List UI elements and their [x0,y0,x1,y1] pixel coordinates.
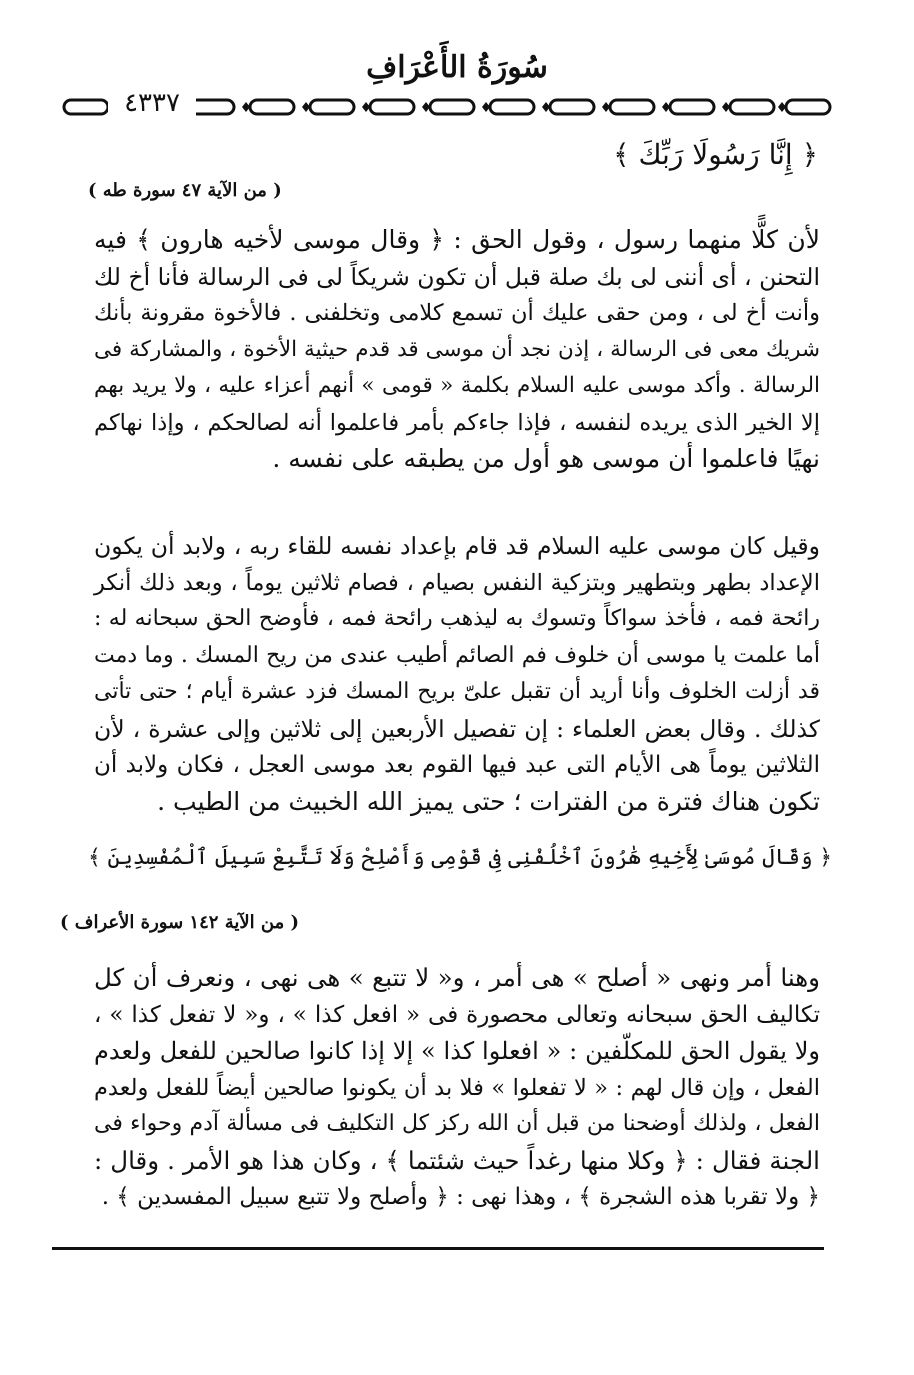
text-line: لأن كلًّا منهما رسول ، وقول الحق : ﴿ وقال موسى لأخيه هارون ﴾ فيه [94,225,820,254]
text-line: الفعل ، ولذلك أوضحنا من قبل أن الله ركز كل التكليف فى مسألة آدم وحواء فى [94,1111,820,1136]
text-line: تكاليف الحق سبحانه وتعالى محصورة فى « افعل كذا » ، و« لا تفعل كذا » ، [94,1001,820,1028]
text-line: الثلاثين يوماً هى الأيام التى عبد فيها القوم بعد موسى العجل ، فكان ولابد أن [94,752,820,778]
text-line: تكون هناك فترة من الفترات ؛ حتى يميز الله الخبيث من الطيب . [157,786,820,816]
text-line: الجنة فقال : ﴿ وكلا منها رغداً حيث شئتما ﴾ ، وكان هذا هو الأمر . وقال : [94,1145,820,1175]
text-line: أما علمت يا موسى أن خلوف فم الصائم أطيب عندى من ريح المسك . وما دمت [94,642,820,668]
text-line: وأنت أخ لى ، ومن حقى عليك أن تسمع كلامى وتخلفنى . فالأخوة مقرونة بأنك [94,300,820,326]
footer-divider [52,1247,824,1250]
quran-verse-1: ﴿ إِنَّا رَسُولَا رَبِّكَ ﴾ [613,138,818,171]
quran-verse-2: ﴿ وَقَالَ مُوسَىٰ لِأَخِيهِ هَٰرُونَ ٱخْلُفْنِى فِى قَوْمِى وَأَصْلِحْ وَلَا تَتَّبِعْ سَبِيلَ ٱلْمُفْسِدِينَ ﴾ [88,845,832,870]
surah-title: سُورَةُ الأَعْرَافِ [366,50,548,85]
text-line: الرسالة . وأكد موسى عليه السلام بكلمة « قومى » أنهم أعزاء عليه ، ولا يريد بهم [94,373,820,398]
text-line: الإعداد بطهر وبتطهير وبتزكية النفس بصيام ، فصام ثلاثين يوماً ، وبعد ذلك أنكر [94,569,820,596]
text-line: إلا الخير الذى يريده لنفسه ، فإذا جاءكم بأمر فاعلموا أنه لصالحكم ، وإذا نهاكم [94,409,820,436]
text-line: وقيل كان موسى عليه السلام قد قام بإعداد نفسه للقاء ربه ، ولابد أن يكون [94,532,820,560]
paragraph-3 [94,960,820,1216]
text-line: التحنن ، أى أننى لى بك صلة قبل أن تكون شريكاً لى فى الرسالة فأنا أخ لك [94,262,820,291]
text-line: قد أزلت الخلوف وأنا أريد أن تقبل علىّ بريح المسك فزد عشرة أيام ؛ حتى تأتى [94,679,820,704]
paragraph-2 [94,528,820,820]
text-line: شريك معى فى الرسالة ، إذن نجد أن موسى قد قدم حيثية الأخوة ، والمشاركة فى [94,336,820,362]
paragraph-1 [94,222,820,478]
text-line: كذلك . وقال بعض العلماء : إن تفصيل الأربعين إلى ثلاثين وإلى عشرة ، لأن [94,714,820,743]
verse-2-reference: ( من الآية ١٤٢ سورة الأعراف ) [60,912,300,933]
verse-1-reference: ( من الآية ٤٧ سورة طه ) [88,180,282,201]
text-line: نهيًا فاعلموا أن موسى هو أول من يطبقه على نفسه . [272,444,820,473]
page-number: ٤٣٣٧ [108,88,196,118]
text-line: ﴿ ولا تقربا هذه الشجرة ﴾ ، وهذا نهى : ﴿ وأصلح ولا تتبع سبيل المفسدين ﴾ . [101,1184,820,1210]
text-line: ولا يقول الحق للمكلّفين : « افعلوا كذا » إلا إذا كانوا صالحين للفعل ولعدم [94,1037,820,1065]
text-line: الفعل ، وإن قال لهم : « لا تفعلوا » فلا بد أن يكونوا صالحين أيضاً للفعل ولعدم [94,1074,820,1101]
text-line: رائحة فمه ، فأخذ سواكاً وتسوك به ليذهب رائحة فمه ، فأوضح الحق سبحانه له : [94,606,820,631]
text-line: وهنا أمر ونهى « أصلح » هى أمر ، و« لا تتبع » هى نهى ، ونعرف أن كل [94,963,820,992]
